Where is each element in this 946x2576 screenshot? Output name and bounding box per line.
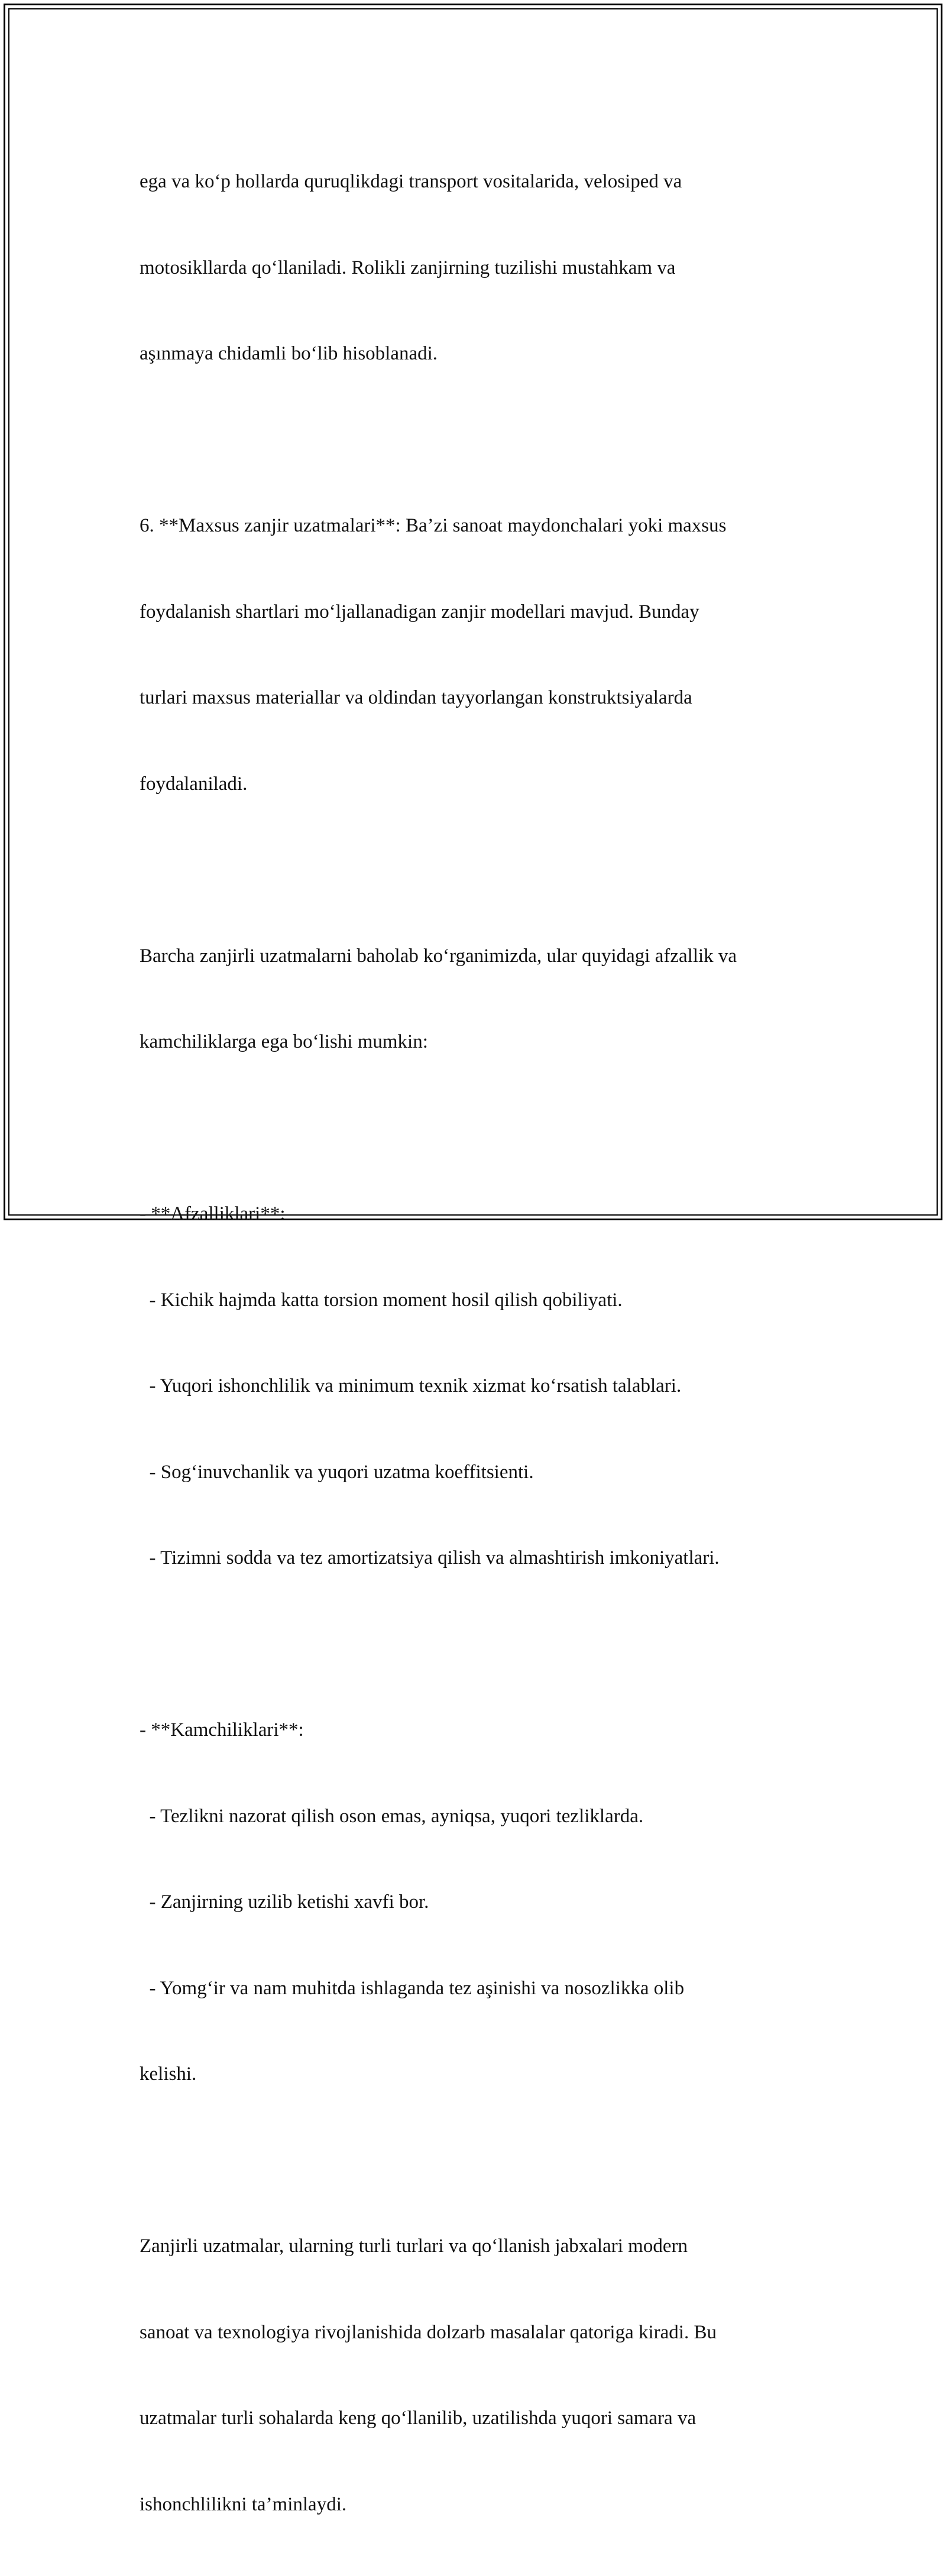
list-item: - Kichik hajmda katta torsion moment hosil qilish qobiliyati. xyxy=(140,1289,623,1311)
paragraph-roller-chain xyxy=(140,110,819,426)
text-line: ishonchlilikni ta’minlaydi. xyxy=(140,2493,347,2515)
document-body xyxy=(140,110,819,2576)
list-advantages xyxy=(140,1142,819,1630)
list-item: - Yuqori ishonchlilik va minimum texnik xizmat ko‘rsatish talablari. xyxy=(140,1375,682,1396)
list-item-continuation: kelishi. xyxy=(140,2063,197,2085)
text-line: Barcha zanjirli uzatmalarni baholab ko‘rganimizda, ular quyidagi afzallik va xyxy=(140,945,737,967)
text-line: turlari maxsus materiallar va oldindan tayyorlangan konstruktsiyalarda xyxy=(140,687,692,708)
text-line: motosikllarda qo‘llaniladi. Rolikli zanjirning tuzilishi mustahkam va xyxy=(140,257,676,278)
list-item: - Yomg‘ir va nam muhitda ishlaganda tez aşinishi va nosozlikka olib xyxy=(140,1977,685,1999)
text-line: sanoat va texnologiya rivojlanishida dolzarb masalalar qatoriga kiradi. Bu xyxy=(140,2321,717,2343)
list-item: - Tezlikni nazorat qilish oson emas, ayniqsa, yuqori tezliklarda. xyxy=(140,1805,644,1827)
paragraph-special-chains xyxy=(140,454,819,856)
list-item: - Zanjirning uzilib ketishi xavfi bor. xyxy=(140,1891,429,1913)
paragraph-conclusion xyxy=(140,2175,819,2576)
list-item: - Sog‘inuvchanlik va yuqori uzatma koeffitsienti. xyxy=(140,1461,534,1483)
text-line: foydalanish shartlari mo‘ljallanadigan zanjir modellari mavjud. Bunday xyxy=(140,601,699,623)
list-item: - Tizimni sodda va tez amortizatsiya qilish va almashtirish imkoniyatlari. xyxy=(140,1547,720,1569)
list-heading: - **Kamchiliklari**: xyxy=(140,1719,304,1741)
text-line: kamchiliklarga ega bo‘lishi mumkin: xyxy=(140,1031,428,1052)
text-line: uzatmalar turli sohalarda keng qo‘llanilib, uzatilishda yuqori samara va xyxy=(140,2407,696,2429)
text-line: 6. **Maxsus zanjir uzatmalari**: Ba’zi sanoat maydonchalari yoki maxsus xyxy=(140,515,727,536)
text-line: ega va ko‘p hollarda quruqlikdagi transport vositalarida, velosiped va xyxy=(140,171,682,192)
list-heading: - **Afzalliklari**: xyxy=(140,1203,286,1224)
text-line: Zanjirli uzatmalar, ularning turli turlari va qo‘llanish jabxalari modern xyxy=(140,2235,688,2257)
list-disadvantages xyxy=(140,1658,819,2146)
paragraph-summary-intro xyxy=(140,884,819,1114)
text-line: foydalaniladi. xyxy=(140,773,248,795)
text-line: aşınmaya chidamli bo‘lib hisoblanadi. xyxy=(140,343,438,364)
